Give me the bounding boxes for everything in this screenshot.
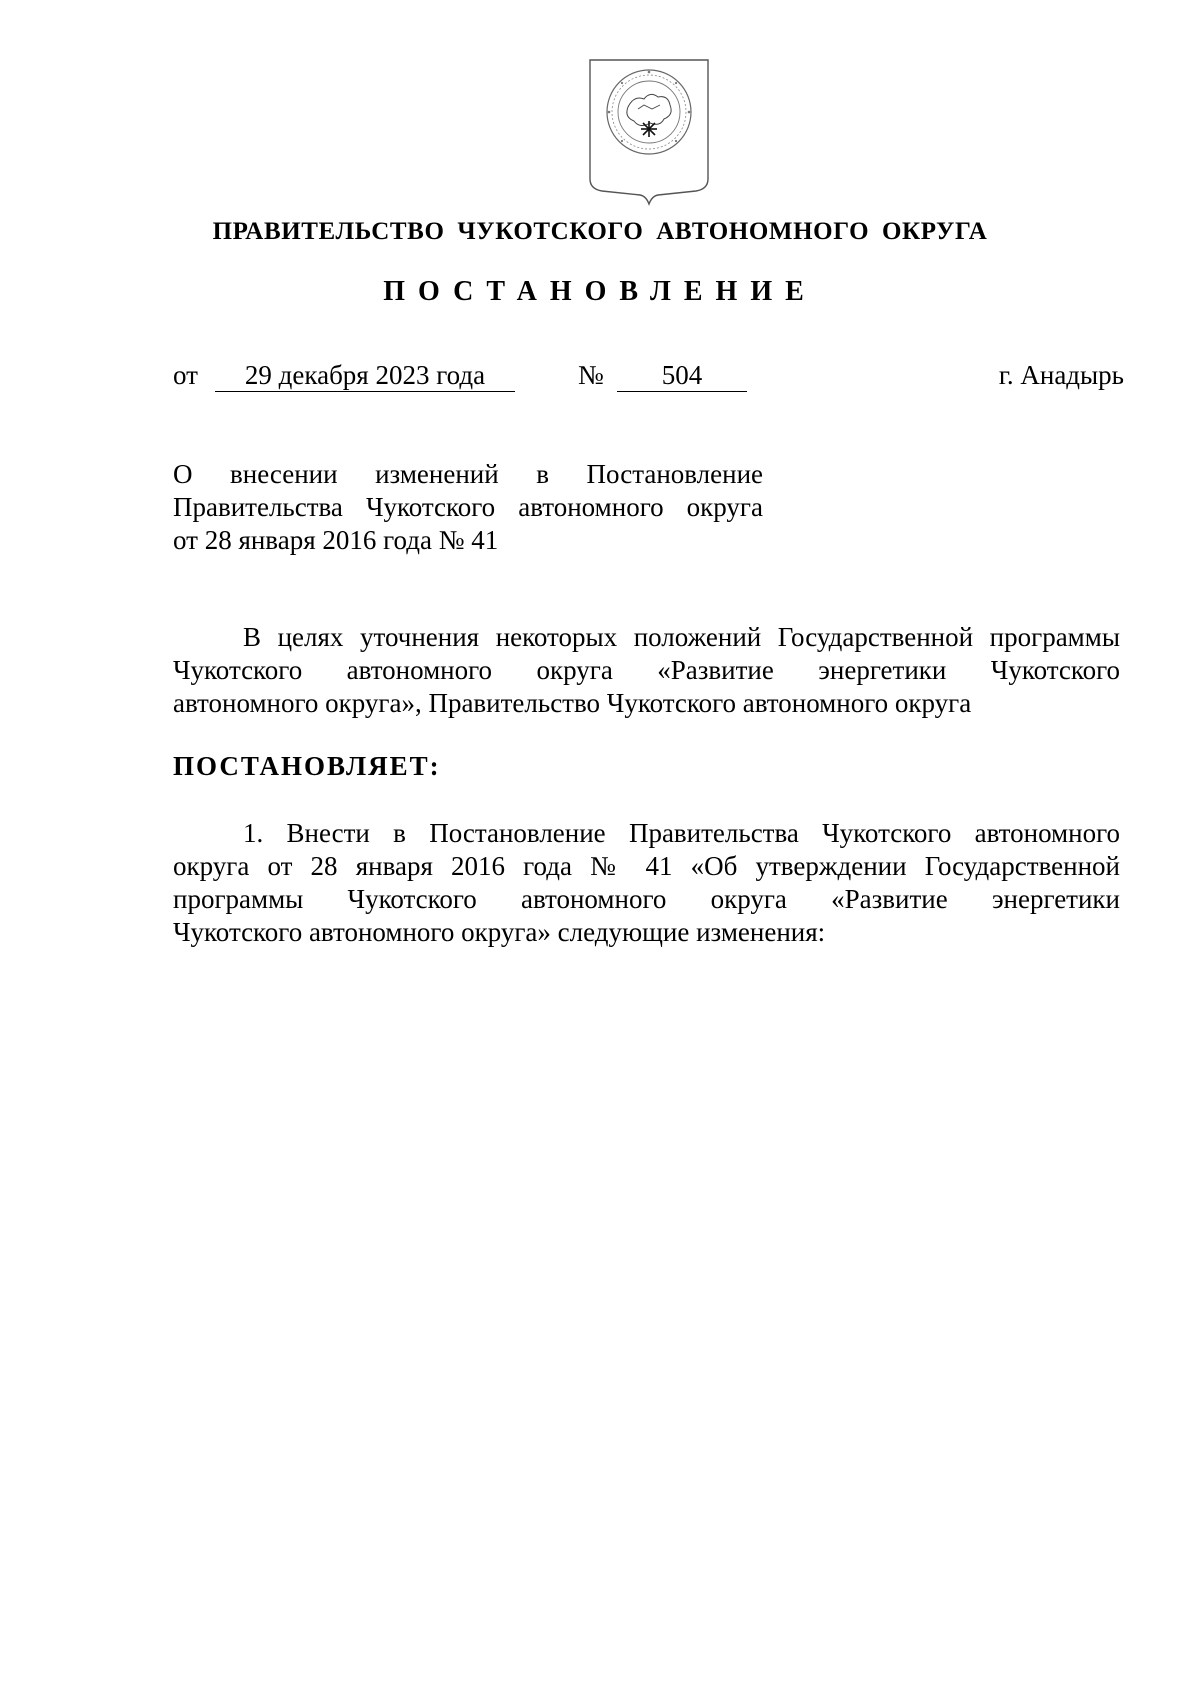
item-line: программы Чукотского автономного округа «Развитие энергетики — [173, 884, 1120, 914]
preamble-line: Чукотского автономного округа «Развитие энергетики Чукотского — [173, 655, 1120, 685]
subject-line: от 28 января 2016 года № 41 — [173, 525, 499, 555]
document-number: 504 — [617, 359, 747, 392]
city: г. Анадырь — [998, 360, 1124, 390]
chukotka-coat-of-arms-icon — [586, 57, 712, 207]
subject-line: Правительства Чукотского автономного округа — [173, 492, 763, 522]
date-prefix: от — [173, 360, 198, 390]
decree-heading: ПОСТАНОВЛЯЕТ: — [173, 751, 441, 781]
decree-item-1 — [173, 817, 1120, 949]
item-line: округа от 28 января 2016 года № 41 «Об утверждении Государственной — [173, 851, 1120, 881]
item-line: Чукотского автономного округа» следующие изменения: — [173, 917, 826, 947]
subject-line: О внесении изменений в Постановление — [173, 459, 763, 489]
item-line: 1. Внести в Постановление Правительства Чукотского автономного — [243, 818, 1120, 848]
government-title: ПРАВИТЕЛЬСТВО ЧУКОТСКОГО АВТОНОМНОГО ОКРУГА — [212, 218, 988, 245]
preamble-line: автономного округа», Правительство Чукотского автономного округа — [173, 688, 972, 718]
document-type-title: ПОСТАНОВЛЕНИЕ — [383, 276, 817, 307]
document-date: 29 декабря 2023 года — [215, 359, 515, 392]
number-sign: № — [578, 360, 604, 390]
preamble-paragraph — [173, 621, 1120, 720]
preamble-line: В целях уточнения некоторых положений Государственной программы — [243, 622, 1120, 652]
document-subject — [173, 458, 763, 557]
